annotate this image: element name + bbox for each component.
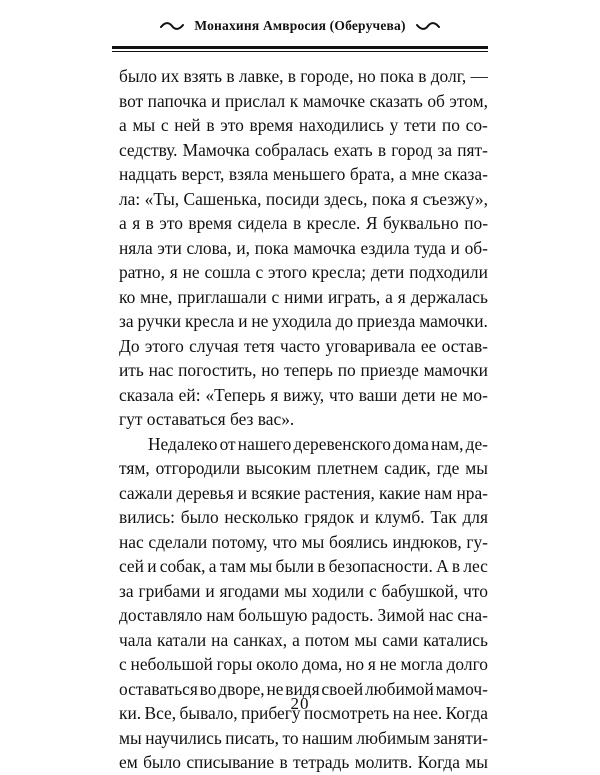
- header-rule-thick: [112, 46, 488, 49]
- text-line: няла эти слова, и, пока мамочка ездила туда и об-: [119, 237, 488, 258]
- text-line: ла: «Ты, Сашенька, посиди здесь, пока я съезжу»,: [119, 188, 488, 209]
- text-line: чала катали на санках, а потом мы сами катались: [119, 629, 488, 650]
- text-line: вились: было несколько грядок и клумб. Так для: [119, 507, 488, 527]
- text-line: вот папочка и прислал к мамочке сказать об этом,: [119, 90, 488, 111]
- text-line: ить нас погостить, но теперь по приезде мамочки: [119, 360, 488, 380]
- text-line: а мы с ней в это время находились у тети по со-: [119, 115, 488, 135]
- text-line: седству. Мамочка собралась ехать в город за пят-: [119, 139, 488, 160]
- text-line: ратно, я не сошла с этого кресла; дети подходили: [119, 262, 488, 282]
- swash-ornament-icon: [160, 21, 184, 31]
- text-line: надцать верст, взяла меньшего брата, а мне сказа-: [119, 164, 488, 184]
- swash-ornament-icon: [416, 21, 440, 31]
- header-rule-thin: [112, 51, 488, 52]
- text-line: за грибами и ягодами мы ходили с бабушкой, что: [119, 580, 488, 601]
- text-line: сажали деревья и всякие растения, какие нам нра-: [119, 482, 488, 503]
- body-text: [119, 64, 488, 775]
- text-line: тям, отгородили высоким плетнем садик, где мы: [119, 458, 488, 478]
- text-line: было их взять в лавке, в городе, но пока в долг, —: [119, 66, 488, 86]
- text-line: доставляло нам большую радость. Зимой нас сна-: [119, 605, 488, 625]
- header-title: Монахиня Амвросия (Оберучева): [194, 18, 406, 33]
- text-line: Недалеко от нашего деревенского дома нам, де-: [148, 433, 488, 454]
- text-line: а я в это время сидела в кресле. Я буквально по-: [119, 213, 488, 233]
- text-line: оставаться во дворе, не видя своей любимой мамоч-: [119, 678, 488, 699]
- text-line: До этого случая тетя часто уговаривала ее остав-: [119, 335, 488, 356]
- text-line: нас сделали потому, что мы боялись индюков, гу-: [119, 531, 488, 552]
- text-line: ки. Все, бывало, прибегу посмотреть на нее. Когда: [119, 703, 488, 723]
- text-line: сказала ей: «Теперь я вижу, что ваши дети не мо-: [119, 384, 488, 405]
- text-line: ем было списывание в тетрадь молитв. Когда мы: [119, 752, 488, 772]
- text-line: с небольшой горы около дома, но я не могла долго: [119, 654, 488, 674]
- text-line: ко мне, приглашали с ними играть, а я держалась: [119, 286, 488, 307]
- page-number: 20: [290, 694, 310, 713]
- text-line: мы научились писать, то нашим любимым заняти-: [119, 727, 488, 748]
- text-line: за ручки кресла и не уходила до приезда мамочки.: [119, 311, 488, 331]
- text-line: гут оставаться без вас».: [119, 409, 295, 429]
- text-line: сей и собак, а там мы были в безопасности. А в лес: [119, 556, 488, 576]
- running-header: [112, 14, 488, 38]
